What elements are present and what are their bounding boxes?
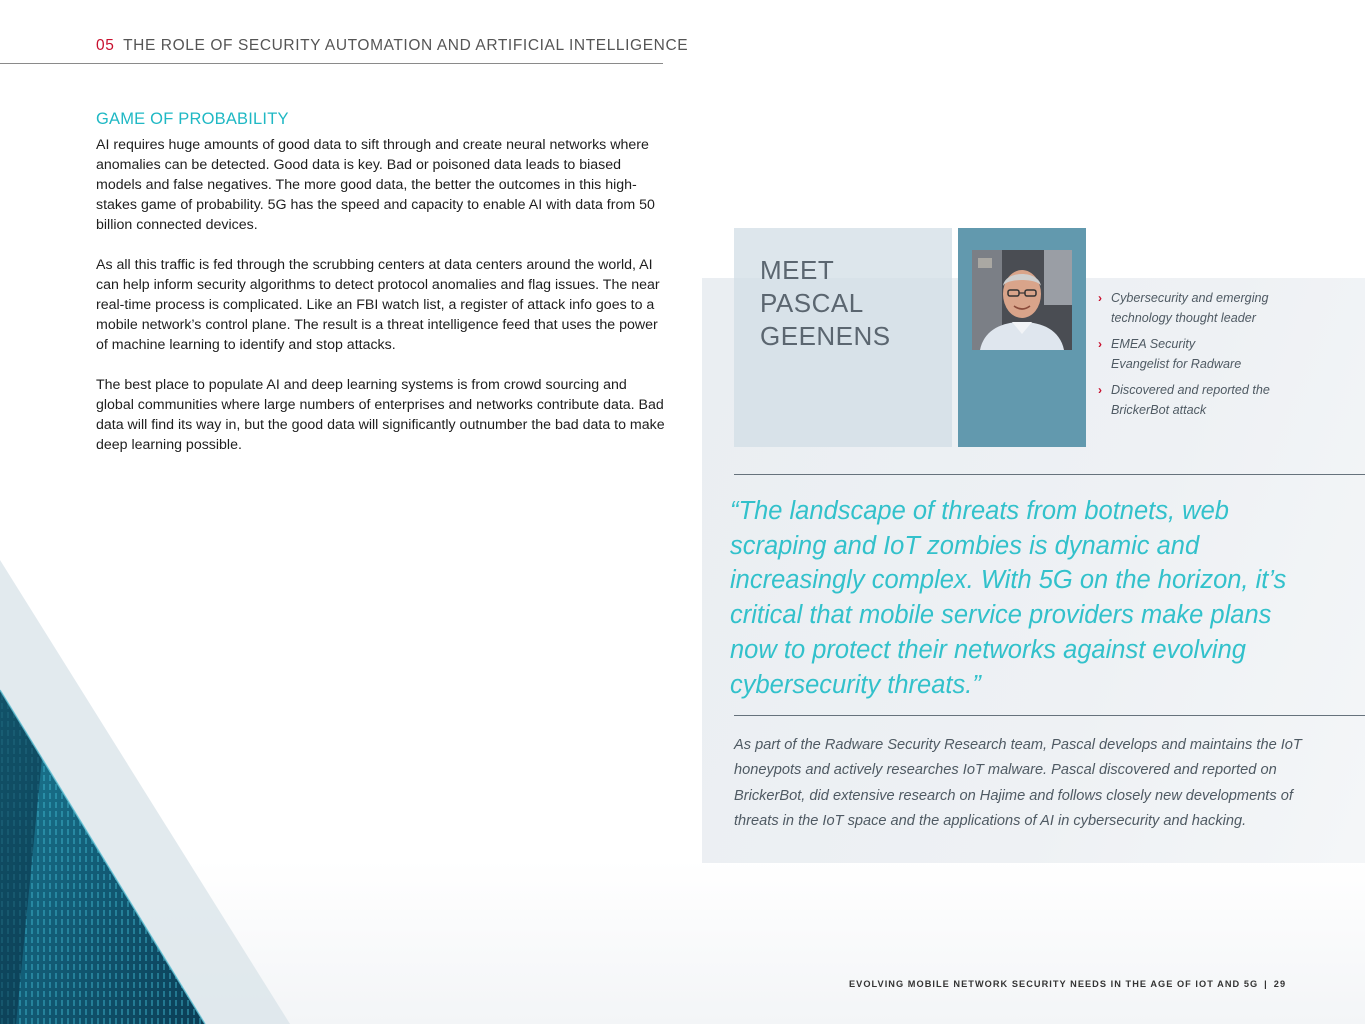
bullet-line: Discovered and reported the <box>1111 383 1270 397</box>
page-footer <box>849 979 1286 989</box>
meet-title-line: GEENENS <box>760 321 891 351</box>
profile-bullet-list <box>1098 288 1338 426</box>
photo-box <box>958 228 1086 447</box>
meet-title <box>760 254 891 353</box>
article-paragraph: The best place to populate AI and deep learning systems is from crowd sourcing and global communities where large numbers of enterprises and networks contribute data. Bad data will find its way in, but the good data will significantly outnumber the bad data to make deep learning possible. <box>96 377 665 453</box>
bullet-line: EMEA Security <box>1111 337 1196 351</box>
chevron-right-icon: › <box>1098 337 1102 351</box>
footer-doc-title: EVOLVING MOBILE NETWORK SECURITY NEEDS IN THE AGE OF IOT AND 5G <box>849 979 1259 989</box>
bullet-line: technology thought leader <box>1111 311 1256 325</box>
footer-separator: | <box>1264 979 1268 989</box>
bullet-item <box>1098 334 1338 374</box>
bullet-line: Cybersecurity and emerging <box>1111 291 1269 305</box>
meet-title-box <box>734 228 952 447</box>
article-body <box>96 135 668 475</box>
profile-bio: As part of the Radware Security Research team, Pascal develops and maintains the IoT honeypots and actively researches IoT malware. Pascal discovered and reported on BrickerBot, did extensive research on Hajime and follows closely new developments of threats in the IoT space and the applications of AI in cybersecurity and hacking. <box>734 737 1302 829</box>
pull-quote: “The landscape of threats from botnets, web scraping and IoT zombies is dynamic and increasingly complex. With 5G on the horizon, it’s critical that mobile service providers make plans now to protect their networks against evolving cybersecurity threats.” <box>730 497 1287 699</box>
header-divider <box>0 63 663 64</box>
profile-photo <box>972 250 1072 350</box>
article-paragraph: AI requires huge amounts of good data to sift through and create neural networks where anomalies can be detected. Good data is key. Bad or poisoned data leads to biased models and false negatives. The more good data, the better the outcomes in this high-stakes game of probability. 5G has the speed and capacity to enable AI with data from 50 billion connected devices. <box>96 137 655 233</box>
bullet-item <box>1098 288 1338 328</box>
article-paragraph: As all this traffic is fed through the scrubbing centers at data centers around the world, AI can help inform security algorithms to detect protocol anomalies and flag issues. The near real-time process is complicated. Like an FBI watch list, a register of attack info goes to a mobile network’s control plane. The result is a threat intelligence feed that uses the power of machine learning to identify and stop attacks. <box>96 257 660 353</box>
bullet-item <box>1098 380 1338 420</box>
section-header <box>96 37 688 55</box>
section-number: 05 <box>96 37 115 54</box>
chevron-right-icon: › <box>1098 383 1102 397</box>
chevron-right-icon: › <box>1098 291 1102 305</box>
quote-divider-top <box>734 474 1365 475</box>
article-title: GAME OF PROBABILITY <box>96 110 289 128</box>
section-header-title: THE ROLE OF SECURITY AUTOMATION AND ARTIFICIAL INTELLIGENCE <box>123 37 689 54</box>
quote-divider-bottom <box>734 715 1365 716</box>
page-number: 29 <box>1273 979 1287 989</box>
bottom-fade-background <box>0 860 1365 1024</box>
bullet-line: Evangelist for Radware <box>1111 357 1242 371</box>
meet-title-line: MEET <box>760 255 835 285</box>
bullet-line: BrickerBot attack <box>1111 403 1207 417</box>
meet-title-line: PASCAL <box>760 288 864 318</box>
